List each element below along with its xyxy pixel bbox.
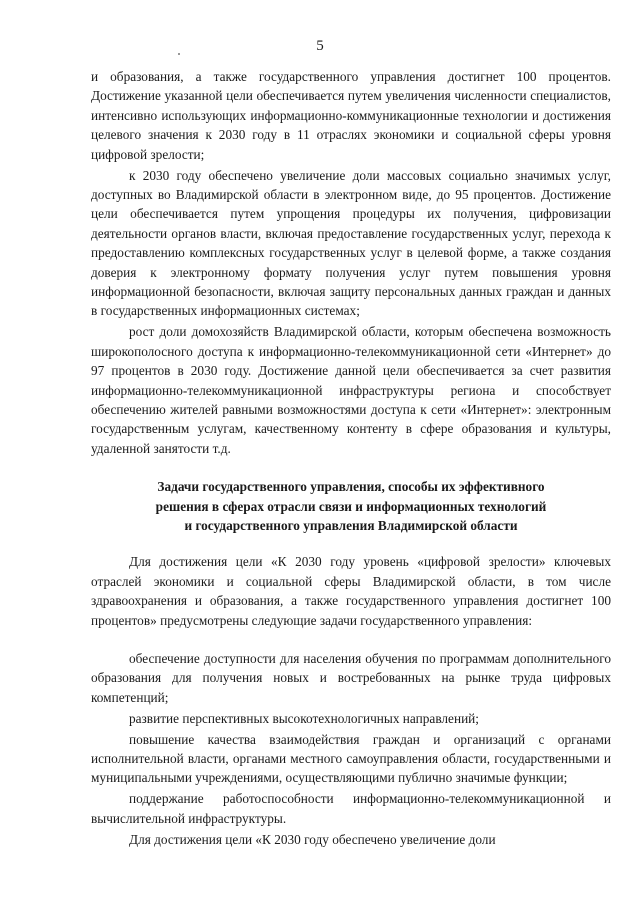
task-item-high-tech: развитие перспективных высокотехнологичных направлений;: [129, 710, 479, 726]
paragraph-education-continuation: и образования, а также государственного управления достигнет 100 процентов. Достижение указанной цели обеспечивается путем увеличения численности специалистов, интенсивно использующих информационно-коммуникационные технологии и достижения целевого значения к 2030 году в 11 отраслях экономики и социальной сферы уровня цифровой зрелости;: [91, 69, 611, 162]
task-item-education-access: обеспечение доступности для населения обучения по программам дополнительного образования для получения новых и востребованных на рынке труда цифровых компетенций;: [91, 650, 611, 705]
section-heading-line-3: и государственного управления Владимирской области: [184, 517, 518, 533]
section-heading-line-1: Задачи государственного управления, способы их эффективного: [157, 479, 545, 495]
paragraph-goal-tasks-intro: Для достижения цели «К 2030 году уровень «цифровой зрелости» ключевых отраслей экономики и социальной сферы Владимирской области, в том числе здравоохранения и образования, а также государственного управления достигнет 100 процентов» предусмотрены следующие задачи государственного управления:: [91, 554, 611, 628]
paragraph-broadband-access: рост доли домохозяйств Владимирской области, которым обеспечена возможность широкополосного доступа к информационно-телекоммуникационной сети «Интернет» до 97 процентов в 2030 году. Достижение данной цели обеспечивается за счет развития информационно-телекоммуникационной инфраструктуры региона и способствует обеспечению жителей равными возможностями доступа к сети «Интернет»: электронным государственным услугам, качественному контенту в сфере образования и культуры, удаленной занятости т.д.: [91, 324, 611, 456]
document-body: [91, 67, 611, 851]
page-number: 5: [316, 38, 324, 54]
section-heading-line-2: решения в сферах отрасли связи и информационных технологий: [155, 498, 547, 514]
paragraph-digital-services: к 2030 году обеспечено увеличение доли массовых социально значимых услуг, доступных во Владимирской области в электронном виде, до 95 процентов. Достижение цели обеспечивается путем упрощения процедуры их получения, цифровизации деятельности органов власти, включая предоставление государственных услуг, перехода к предоставлению комплексных государственных услуг в целевой форме, а также создания доверия к электронному формату получения услуг путем повышения уровня информационной безопасности, включая защиту персональных данных граждан и данных в государственных информационных системах;: [91, 167, 611, 319]
task-item-interaction-quality: повышение качества взаимодействия граждан и организаций с органами исполнительной власти, органами местного самоуправления области, государственными и муниципальными учреждениями, осуществляющими публично значимые функции;: [91, 731, 611, 786]
task-item-infrastructure: поддержание работоспособности информационно-телекоммуникационной и вычислительной инфраструктуры.: [91, 791, 611, 826]
paragraph-next-goal: Для достижения цели «К 2030 году обеспечено увеличение доли: [129, 831, 496, 847]
section-heading: [91, 477, 611, 535]
